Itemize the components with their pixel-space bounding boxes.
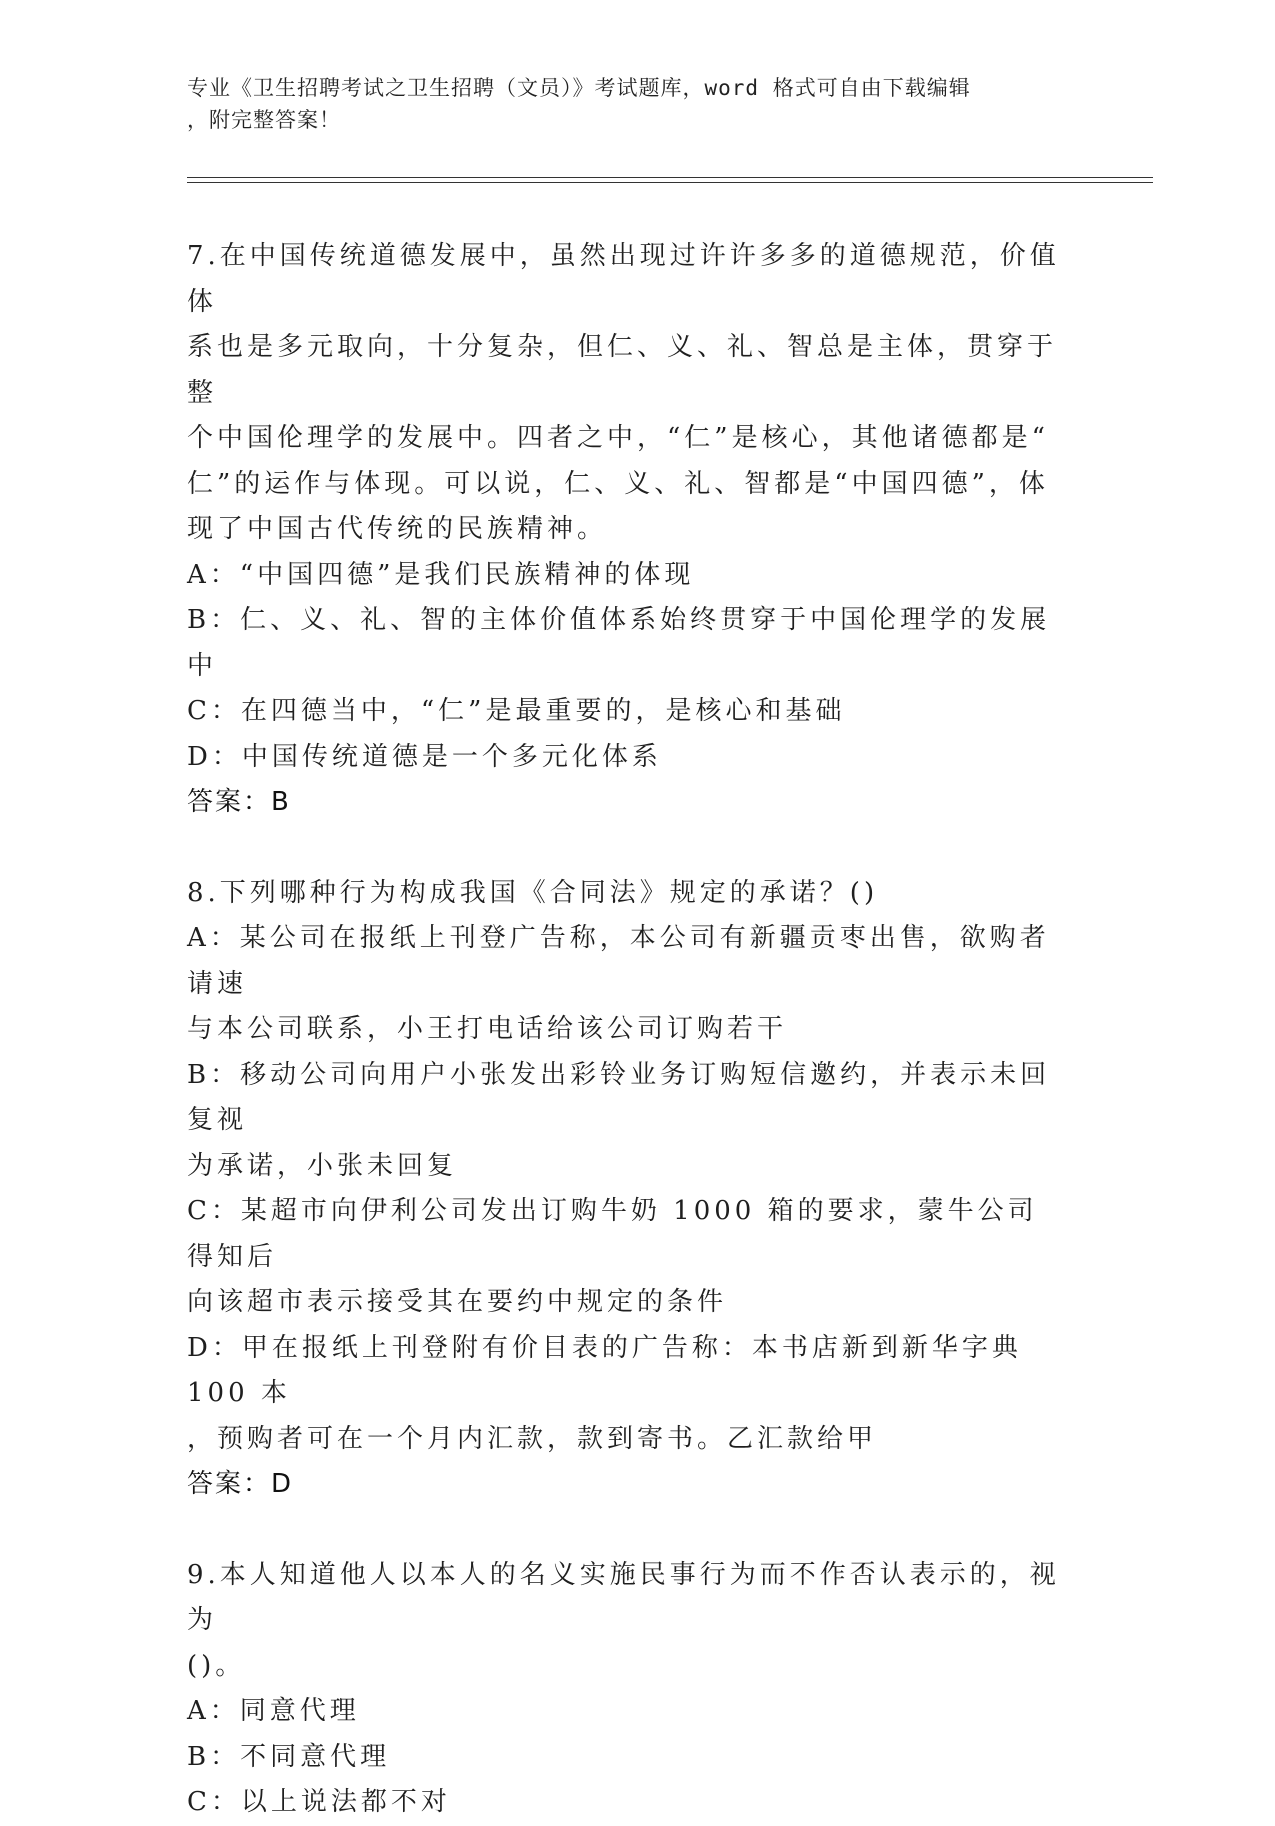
header-divider-bottom	[187, 182, 1153, 183]
option-b: B：移动公司向用户小张发出彩铃业务订购短信邀约，并表示未回复视	[187, 1059, 1051, 1135]
question-7	[187, 234, 1067, 826]
option-c-continued: 向该超市表示接受其在要约中规定的条件	[187, 1287, 728, 1317]
question-list	[187, 234, 1067, 1826]
question-9	[187, 1553, 1067, 1826]
option-a-continued: 与本公司联系，小王打电话给该公司订购若干	[187, 1014, 788, 1044]
question-text-line: ()。	[187, 1650, 246, 1681]
question-text-line: 仁”的运作与体现。可以说，仁、义、礼、智都是“中国四德”，体	[187, 468, 1049, 499]
question-text-line: 8.下列哪种行为构成我国《合同法》规定的承诺？()	[187, 877, 879, 908]
header-line-1: 专业《卫生招聘考试之卫生招聘（文员）》考试题库，word 格式可自由下载编辑	[187, 76, 971, 100]
header-line-2: ，附完整答案！	[187, 108, 341, 132]
option-d: D：中国传统道德是一个多元化体系	[187, 741, 662, 772]
option-d: D：甲在报纸上刊登附有价目表的广告称：本书店新到新华字典 100 本	[187, 1332, 1035, 1408]
document-header	[187, 72, 1067, 136]
option-d-continued: ，预购者可在一个月内汇款，款到寄书。乙汇款给甲	[187, 1423, 878, 1454]
option-a: A：某公司在报纸上刊登广告称，本公司有新疆贡枣出售，欲购者请速	[187, 923, 1050, 999]
option-c: C：某超市向伊利公司发出订购牛奶 1000 箱的要求，蒙牛公司得知后	[187, 1196, 1038, 1272]
question-text-line: 9.本人知道他人以本人的名义实施民事行为而不作否认表示的，视为	[187, 1559, 1060, 1635]
option-c: C：以上说法都不对	[187, 1787, 451, 1817]
option-a: A：同意代理	[187, 1696, 360, 1726]
option-b: B：不同意代理	[187, 1741, 391, 1772]
question-spacer	[187, 1508, 1067, 1553]
option-b: B：仁、义、礼、智的主体价值体系始终贯穿于中国伦理学的发展中	[187, 605, 1051, 681]
option-b-continued: 为承诺，小张未回复	[187, 1150, 458, 1181]
question-text-line: 系也是多元取向，十分复杂，但仁、义、礼、智总是主体，贯穿于整	[187, 332, 1058, 408]
question-text-line: 现了中国古代传统的民族精神。	[187, 514, 608, 544]
header-divider-top	[187, 177, 1153, 178]
answer-label: 答案：B	[187, 787, 291, 817]
option-a: A：“中国四德”是我们民族精神的体现	[187, 559, 695, 590]
answer-label: 答案：D	[187, 1469, 294, 1499]
option-c: C：在四德当中，“仁”是最重要的，是核心和基础	[187, 696, 846, 726]
question-text-line: 个中国伦理学的发展中。四者之中，“仁”是核心，其他诸德都是“	[187, 423, 1049, 453]
question-spacer	[187, 826, 1067, 871]
question-text-line: 7.在中国传统道德发展中，虽然出现过许许多多的道德规范，价值体	[187, 241, 1060, 317]
question-8	[187, 871, 1067, 1508]
